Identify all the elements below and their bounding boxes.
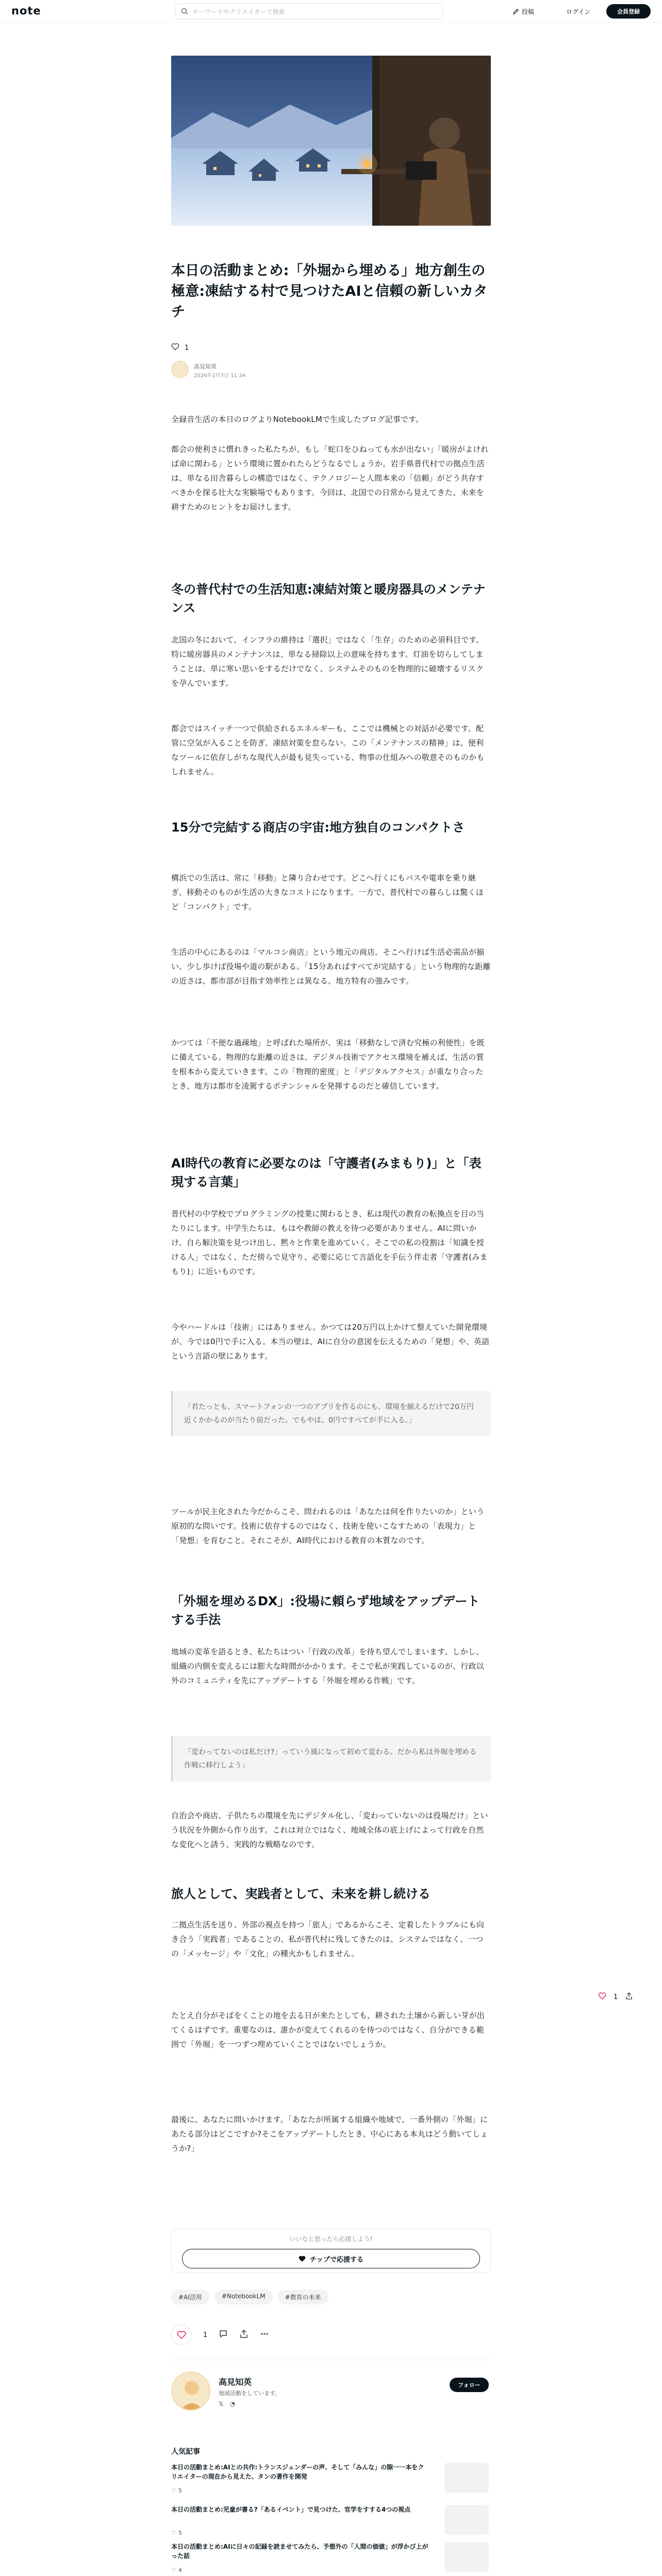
body-paragraph: 生活の中心にあるのは「マルコシ商店」という地元の商店。そこへ行けば生活必需品が揃い、少し歩けば役場や道の駅がある。「15分あればすべてが完結する」という物理的な距離の近さは、都市部が目指す効率性とは異なる、地方特有の強みです。 (171, 947, 491, 986)
popular-item[interactable] (171, 2463, 491, 2503)
share-icon[interactable] (239, 2329, 249, 2341)
section-heading: 「外堀を埋めるDX」:役場に頼らず地域をアップデートする手法 (171, 1594, 480, 1627)
body-paragraph: かつては「不便な過疎地」と呼ばれた場所が、実は「移動なしで済む究極の利便性」を既に備えている。物理的な距離の近さは、デジタル技術でアクセス環境を補えば、生活の質を根本から変えていきます。この「物理的密度」と「デジタルアクセス」が重なり合ったとき、地方は都市を凌駕するポテンシャルを発揮するのだと確信しています。 (171, 1038, 485, 1091)
site-header (0, 0, 662, 23)
intro-paragraph: 都会の便利さに慣れきった私たちが、もし「蛇口をひねっても水が出ない」「暖房がよければ命に関わる」という環境に置かれたらどうなるでしょうか。岩手県普代村での拠点生活は、単なる田舎暮らしの構造ではなく、テクノロジーと人間本来の「信頼」がどう共存すべきかを探る壮大な実験場でもあります。今回は、北国での日常から見えてきた、未来を耕すためのヒントをお届けします。 (171, 445, 489, 512)
author-avatar[interactable] (171, 361, 189, 378)
heart-icon[interactable] (598, 1992, 606, 2002)
heart-icon: ♡ (171, 2487, 176, 2494)
login-link[interactable]: ログイン (566, 8, 591, 15)
post-label: 投稿 (522, 8, 535, 15)
popular-item-like-count: 5 (178, 2530, 182, 2536)
section-heading: 旅人として、実践者として、未来を耕し続ける (171, 1887, 431, 1901)
body-paragraph: 今やハードルは「技術」にはありません。かつては20万円以上かけて整えていた開発環境が、今では0円で手に入る。本当の壁は、AIに自分の意図を伝えるための「発想」や、英語という言語の壁にあります。 (171, 1323, 490, 1361)
hero-image (171, 56, 491, 226)
body-paragraph: 自治会や商店、子供たちの環境を先にデジタル化し、「変わっていないのは役場だけ」という状況を外側から作り出す。これは対立ではなく、地域全体の底上げによって行政を自然な変化へと誘う、実践的な戦略なのです。 (171, 1811, 488, 1849)
publish-date: 2026年2月7日 11:34 (194, 373, 246, 379)
popular-item[interactable] (171, 2542, 491, 2576)
creator-card (171, 2360, 491, 2416)
popular-item-title[interactable]: 本日の活動まとめ:児童が書る?「あるイベント」で見つけた、官学をすする4つの視点 (171, 2506, 411, 2513)
section-heading: AI時代の教育に必要なのは「守護者(みまもり)」と「表現する言葉」 (171, 1156, 482, 1189)
popular-item-likes (171, 2487, 182, 2494)
heart-icon: ♡ (171, 2567, 176, 2573)
rss-icon[interactable]: ◔ (229, 2400, 236, 2408)
tip-icon (299, 2255, 306, 2262)
section-heading: 15分で完結する商店の宇宙:地方独自のコンパクトさ (171, 820, 465, 835)
action-bar (171, 2325, 491, 2345)
creator-desc: 地域活動をしています。 (219, 2390, 281, 2397)
creator-avatar[interactable] (171, 2371, 210, 2411)
x-icon[interactable]: 𝕏 (219, 2400, 224, 2408)
heart-icon (177, 2331, 186, 2339)
support-label: いいなと思ったら応援しよう! (289, 2235, 373, 2243)
intro-paragraph: 全録音生活の本日のログよりNotebookLMで生成したブログ記事です。 (171, 415, 424, 424)
post-button[interactable] (512, 5, 534, 18)
comment-icon[interactable] (219, 2329, 228, 2341)
heart-icon: ♡ (171, 2530, 176, 2536)
block-quote: 「変わってないのは私だけ?」っていう風になって初めて変わる。だから私は外堀を埋める作戦に移行しよう」 (171, 1736, 491, 1782)
search-input[interactable] (192, 7, 435, 17)
tip-button[interactable] (182, 2249, 480, 2268)
floating-like-count: 1 (614, 1993, 618, 2001)
popular-heading: 人気記事 (171, 2448, 200, 2456)
share-icon[interactable] (625, 1992, 633, 2002)
like-count: 1 (185, 344, 189, 352)
popular-item[interactable] (171, 2505, 491, 2545)
body-paragraph: 北国の冬において、インフラの維持は「選択」ではなく「生存」のための必須科目です。特に暖房器具のメンテナンスは、単なる掃除以上の意味を持ちます。灯油を切らしてしまうことは、単に寒い思いをするだけでなく、システムそのものを物理的に破壊するリスクを孕んでいます。 (171, 635, 484, 688)
body-paragraph: ツールが民主化された今だからこそ、問われるのは「あなたは何を作りたいのか」という原初的な問いです。技術に依存するのではなく、技術を使いこなすための「表現力」と「発想」を育むこと。それこそが、AI時代における教育の本質なのです。 (171, 1507, 485, 1545)
hashtag[interactable]: #NotebookLM (214, 2290, 273, 2304)
popular-item-thumb[interactable] (444, 2463, 489, 2493)
tag-list (171, 2290, 491, 2304)
popular-item-thumb[interactable] (444, 2505, 489, 2535)
note-logo[interactable]: note (11, 5, 41, 17)
popular-item-likes (171, 2567, 182, 2573)
article-title: 本日の活動まとめ:「外堀から埋める」地方創生の極意:凍結する村で見つけたAIと信頼の新しいカタチ (171, 263, 488, 320)
body-paragraph: 普代村の中学校でプログラミングの授業に関わるとき、私は現代の教育の転換点を目の当たりにします。中学生たちは、もはや教師の教えを待つ必要がありません。AIに問いかけ、自ら解決策を見つけ出し、黙々と作業を進めていく。そこでの私の役割は「知識を授ける人」ではなく、ただ傍らで見守り、必要に応じて言語化を手伝う伴走者「守護者(みまもり)」に近いものです。 (171, 1209, 488, 1276)
support-box (171, 2229, 491, 2273)
heart-icon[interactable] (171, 343, 179, 352)
more-icon[interactable] (260, 2329, 269, 2341)
popular-item-like-count: 4 (178, 2567, 182, 2573)
pen-icon (512, 8, 519, 15)
author-name[interactable]: 高見知英 (194, 363, 217, 370)
popular-item-title[interactable]: 本日の活動まとめ:AIとの共作:トランスジェンダーの声、そして「みんな」の隙一一本をクリエイターの現在から見えた、タンの著作を開発 (171, 2464, 424, 2480)
hashtag[interactable]: #教育の未来 (278, 2290, 328, 2304)
author-row[interactable] (171, 361, 491, 381)
title-like-row (171, 343, 491, 352)
floating-like (598, 1992, 633, 2002)
follow-button[interactable]: フォロー (450, 2378, 489, 2392)
popular-item-like-count: 5 (178, 2487, 182, 2494)
body-paragraph: たとえ自分がそばをくことの地を去る日が来たとしても、耕された土壌から新しい芽が出てくるはずです。重要なのは、誰かが変えてくれるのを待つのではなく、自分ができる範囲で「外堀」を一つずつ埋めていくことではないでしょうか。 (171, 2011, 485, 2049)
body-paragraph: 地域の変革を語るとき、私たちはつい「行政の改革」を待ち望んでしまいます。しかし、組織の内側を変えるには膨大な時間がかかります。そこで私が実践しているのが、行政以外のコミュニティを先にアップデートする「外堀を埋める作戦」です。 (171, 1647, 484, 1685)
search-box[interactable] (175, 3, 443, 20)
hashtag[interactable]: #AI活用 (171, 2290, 209, 2304)
popular-item-likes (171, 2530, 182, 2536)
social-links (219, 2400, 235, 2408)
body-paragraph: 最後に、あなたに問いかけます。「あなたが所属する組織や地域で、一番外側の「外堀」にあたる部分はどこですか?そこをアップデートしたとき、中心にある本丸はどう動いてしょうか?」 (171, 2115, 488, 2153)
creator-name[interactable]: 高見知英 (219, 2377, 252, 2387)
action-like-count: 1 (203, 2331, 208, 2339)
section-heading: 冬の普代村での生活知恵:凍結対策と暖房器具のメンテナンス (171, 582, 486, 615)
tip-button-label: チップで応援する (309, 2256, 363, 2264)
signup-button[interactable]: 会員登録 (606, 4, 651, 19)
body-paragraph: 二拠点生活を送り、外部の視点を持つ「旅人」であるからこそ、定着したトラブルにも向き合う「実践者」であることの、私が普代村に残してきたのは、システムではなく、一つの「メッセージ」や「文化」の種火かもしれません。 (171, 1920, 485, 1958)
block-quote: 「君たっとも、スマートフォンの一つのアプリを作るのにも、環境を揃えるだけで20万円近くかかるのが当たり前だった。でもやは、0円ですべてが手に入る。」 (171, 1391, 491, 1436)
popular-item-thumb[interactable] (444, 2542, 489, 2572)
popular-item-title[interactable]: 本日の活動まとめ:AIに日々の記録を読ませてみたら、予想外の「人間の価値」が浮かび上がった話 (171, 2543, 428, 2560)
body-paragraph: 構浜での生活は、常に「移動」と隣り合わせです。どこへ行くにもバスや電車を乗り継ぎ、移動そのものが生活の大きなコストになります。一方で、普代村での暮らしは驚くほど「コンパクト」です。 (171, 873, 484, 911)
body-paragraph: 都会ではスイッチ一つで供給されるエネルギーも、ここでは機械との対話が必要です。配管に空気が入ることを防ぎ、凍結対策を怠らない。この「メンテナンスの精神」は、便利なツールに依存しがちな現代人が最も見失っている、物事の仕組みへの敬意そのものかもしれません。 (171, 724, 485, 776)
search-icon (181, 8, 188, 15)
like-button[interactable] (171, 2325, 192, 2345)
